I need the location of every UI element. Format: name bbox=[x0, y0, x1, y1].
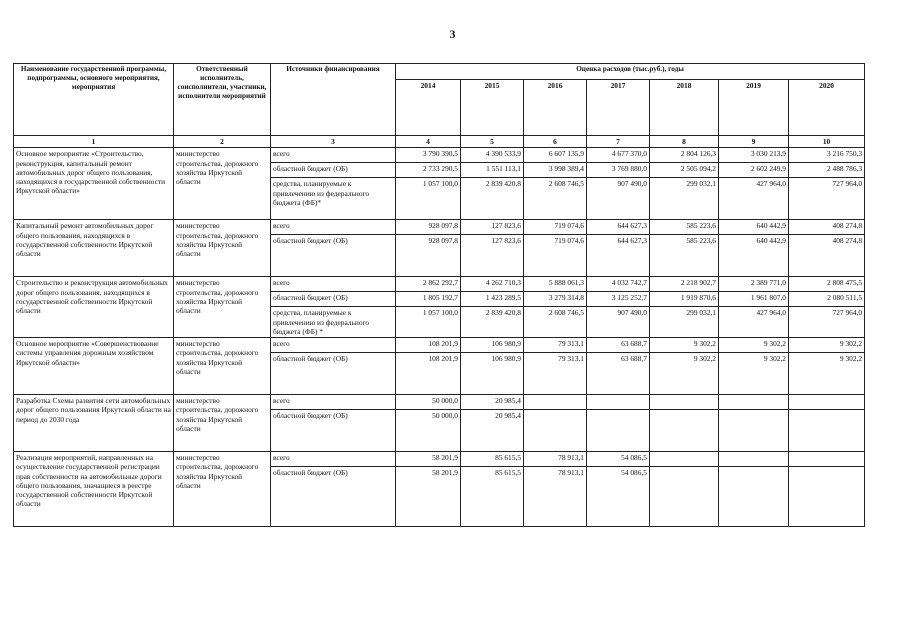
value-cell bbox=[650, 452, 719, 467]
value-cell: 2 608 746,5 bbox=[524, 307, 587, 338]
value-cell: 408 274,8 bbox=[789, 220, 865, 235]
value-cell: 9 302,2 bbox=[650, 353, 719, 395]
funding-source: всего bbox=[271, 338, 396, 353]
value-cell: 20 985,4 bbox=[461, 410, 524, 452]
table-row bbox=[14, 220, 865, 235]
value-cell: 1 919 870,6 bbox=[650, 292, 719, 307]
value-cell: 928 097,8 bbox=[396, 220, 461, 235]
funding-source: областной бюджет (ОБ) bbox=[271, 235, 396, 277]
header-year: 2016 bbox=[524, 80, 587, 136]
value-cell: 1 057 100,0 bbox=[396, 307, 461, 338]
value-cell: 78 913,1 bbox=[524, 467, 587, 527]
responsible-executor: министерство строительства, дорожного хозяйства Иркутской области bbox=[174, 148, 271, 220]
table-row bbox=[14, 148, 865, 163]
value-cell: 5 888 061,3 bbox=[524, 277, 587, 292]
value-cell: 1 961 807,0 bbox=[719, 292, 789, 307]
header-responsible: Ответственный исполнитель, соисполнители, участники, исполнители мероприятий bbox=[174, 64, 271, 136]
value-cell: 427 964,0 bbox=[719, 178, 789, 220]
value-cell: 106 980,9 bbox=[461, 353, 524, 395]
funding-source: всего bbox=[271, 395, 396, 410]
value-cell: 50 000,0 bbox=[396, 410, 461, 452]
value-cell: 63 688,7 bbox=[587, 338, 650, 353]
value-cell: 4 390 533,9 bbox=[461, 148, 524, 163]
value-cell: 54 086,5 bbox=[587, 467, 650, 527]
value-cell: 127 823,6 bbox=[461, 220, 524, 235]
responsible-executor: министерство строительства, дорожного хозяйства Иркутской области bbox=[174, 452, 271, 527]
value-cell: 644 627,3 bbox=[587, 235, 650, 277]
activity-name: Строительство и реконструкция автомобильных дорог общего пользования, находящихся в государственной собственности Иркутской области bbox=[14, 277, 174, 338]
value-cell bbox=[789, 467, 865, 527]
value-cell bbox=[587, 410, 650, 452]
value-cell: 2 602 249,9 bbox=[719, 163, 789, 178]
value-cell: 4 032 742,7 bbox=[587, 277, 650, 292]
value-cell: 727 964,0 bbox=[789, 178, 865, 220]
value-cell bbox=[719, 395, 789, 410]
value-cell: 9 302,2 bbox=[719, 353, 789, 395]
value-cell: 3 216 750,3 bbox=[789, 148, 865, 163]
column-number: 8 bbox=[650, 136, 719, 148]
header-year: 2018 bbox=[650, 80, 719, 136]
value-cell: 9 302,2 bbox=[789, 353, 865, 395]
column-number: 3 bbox=[271, 136, 396, 148]
value-cell: 2 808 475,5 bbox=[789, 277, 865, 292]
value-cell: 50 000,0 bbox=[396, 395, 461, 410]
value-cell: 3 998 389,4 bbox=[524, 163, 587, 178]
value-cell: 58 201,9 bbox=[396, 452, 461, 467]
header-estimate: Оценка расходов (тыс.руб.), годы bbox=[396, 64, 865, 80]
value-cell: 2 218 902,7 bbox=[650, 277, 719, 292]
table-row bbox=[14, 452, 865, 467]
value-cell bbox=[650, 395, 719, 410]
value-cell bbox=[719, 452, 789, 467]
value-cell: 719 074,6 bbox=[524, 235, 587, 277]
header-name: Наименование государственной программы, подпрограммы, основного мероприятия, мероприятия bbox=[14, 64, 174, 136]
value-cell bbox=[524, 395, 587, 410]
value-cell: 719 074,6 bbox=[524, 220, 587, 235]
value-cell: 907 490,0 bbox=[587, 307, 650, 338]
value-cell: 106 980,9 bbox=[461, 338, 524, 353]
value-cell: 2 080 511,5 bbox=[789, 292, 865, 307]
funding-source: всего bbox=[271, 277, 396, 292]
table-header bbox=[14, 64, 865, 148]
funding-source: областной бюджет (ОБ) bbox=[271, 410, 396, 452]
funding-source: средства, планируемые к привлечению из федерального бюджета (ФБ)* bbox=[271, 178, 396, 220]
value-cell bbox=[719, 467, 789, 527]
header-year: 2014 bbox=[396, 80, 461, 136]
column-number: 9 bbox=[719, 136, 789, 148]
funding-source: областной бюджет (ОБ) bbox=[271, 163, 396, 178]
activity-name: Капитальный ремонт автомобильных дорог общего пользования, находящихся в государственной собственности Иркутской области bbox=[14, 220, 174, 277]
value-cell bbox=[789, 410, 865, 452]
activity-name: Основное мероприятие «Строительство, реконструкция, капитальный ремонт автомобильных дорог общего пользования, находящихся в государственной собственности Иркутской области» bbox=[14, 148, 174, 220]
value-cell: 299 032,1 bbox=[650, 307, 719, 338]
funding-source: всего bbox=[271, 452, 396, 467]
activity-name: Разработка Схемы развития сети автомобильных дорог общего пользования Иркутской области на период до 2030 года bbox=[14, 395, 174, 452]
header-year: 2015 bbox=[461, 80, 524, 136]
value-cell: 3 790 390,5 bbox=[396, 148, 461, 163]
table-row bbox=[14, 277, 865, 292]
column-number: 10 bbox=[789, 136, 865, 148]
value-cell: 907 490,0 bbox=[587, 178, 650, 220]
column-number-row bbox=[14, 136, 865, 148]
column-number: 7 bbox=[587, 136, 650, 148]
responsible-executor: министерство строительства, дорожного хозяйства Иркутской области bbox=[174, 338, 271, 395]
funding-source: областной бюджет (ОБ) bbox=[271, 467, 396, 527]
value-cell: 408 274,8 bbox=[789, 235, 865, 277]
value-cell: 58 201,9 bbox=[396, 467, 461, 527]
value-cell: 2 804 126,3 bbox=[650, 148, 719, 163]
value-cell: 20 985,4 bbox=[461, 395, 524, 410]
value-cell: 6 607 135,9 bbox=[524, 148, 587, 163]
funding-source: областной бюджет (ОБ) bbox=[271, 353, 396, 395]
value-cell: 54 086,5 bbox=[587, 452, 650, 467]
activity-name: Основное мероприятие «Совершенствование системы управления дорожным хозяйством Иркутской области» bbox=[14, 338, 174, 395]
column-number: 2 bbox=[174, 136, 271, 148]
value-cell: 299 032,1 bbox=[650, 178, 719, 220]
value-cell: 85 615,5 bbox=[461, 467, 524, 527]
activity-name: Реализация мероприятий, направленных на осуществление государственной регистрации прав собственности на автомобильные дороги общего пользования, значащиеся в реестре государственной собственности Иркутской области bbox=[14, 452, 174, 527]
value-cell: 4 262 710,3 bbox=[461, 277, 524, 292]
header-year: 2017 bbox=[587, 80, 650, 136]
value-cell: 727 964,0 bbox=[789, 307, 865, 338]
value-cell: 79 313,1 bbox=[524, 338, 587, 353]
funding-source: средства, планируемые к привлечению из федерального бюджета (ФБ) * bbox=[271, 307, 396, 338]
header-sources: Источники финансирования bbox=[271, 64, 396, 136]
value-cell: 1 805 192,7 bbox=[396, 292, 461, 307]
funding-source: всего bbox=[271, 148, 396, 163]
value-cell: 9 302,2 bbox=[789, 338, 865, 353]
value-cell: 640 442,9 bbox=[719, 235, 789, 277]
value-cell: 2 839 420,8 bbox=[461, 178, 524, 220]
value-cell: 2 839 420,8 bbox=[461, 307, 524, 338]
responsible-executor: министерство строительства, дорожного хозяйства Иркутской области bbox=[174, 395, 271, 452]
value-cell: 3 769 880,0 bbox=[587, 163, 650, 178]
value-cell: 1 551 113,1 bbox=[461, 163, 524, 178]
value-cell: 427 964,0 bbox=[719, 307, 789, 338]
header-year: 2019 bbox=[719, 80, 789, 136]
value-cell: 2 505 094,2 bbox=[650, 163, 719, 178]
value-cell: 2 389 771,0 bbox=[719, 277, 789, 292]
column-number: 1 bbox=[14, 136, 174, 148]
funding-source: областной бюджет (ОБ) bbox=[271, 292, 396, 307]
table-row bbox=[14, 338, 865, 353]
value-cell: 2 862 292,7 bbox=[396, 277, 461, 292]
value-cell: 3 125 252,7 bbox=[587, 292, 650, 307]
column-number: 4 bbox=[396, 136, 461, 148]
value-cell bbox=[789, 452, 865, 467]
funding-source: всего bbox=[271, 220, 396, 235]
value-cell: 928 097,8 bbox=[396, 235, 461, 277]
value-cell: 127 823,6 bbox=[461, 235, 524, 277]
value-cell: 640 442,9 bbox=[719, 220, 789, 235]
value-cell bbox=[650, 410, 719, 452]
value-cell: 85 615,5 bbox=[461, 452, 524, 467]
value-cell: 108 201,9 bbox=[396, 353, 461, 395]
responsible-executor: министерство строительства, дорожного хозяйства Иркутской области bbox=[174, 277, 271, 338]
column-number: 5 bbox=[461, 136, 524, 148]
value-cell: 3 279 314,8 bbox=[524, 292, 587, 307]
value-cell: 78 913,1 bbox=[524, 452, 587, 467]
value-cell: 585 223,6 bbox=[650, 235, 719, 277]
value-cell bbox=[650, 467, 719, 527]
page-number: 3 bbox=[449, 27, 456, 41]
column-number: 6 bbox=[524, 136, 587, 148]
value-cell: 79 313,1 bbox=[524, 353, 587, 395]
value-cell: 108 201,9 bbox=[396, 338, 461, 353]
value-cell bbox=[524, 410, 587, 452]
value-cell: 3 030 213,9 bbox=[719, 148, 789, 163]
table-body bbox=[14, 148, 865, 527]
value-cell: 63 688,7 bbox=[587, 353, 650, 395]
header-year: 2020 bbox=[789, 80, 865, 136]
value-cell: 585 223,6 bbox=[650, 220, 719, 235]
value-cell: 2 488 786,3 bbox=[789, 163, 865, 178]
value-cell: 9 302,2 bbox=[650, 338, 719, 353]
value-cell bbox=[587, 395, 650, 410]
value-cell bbox=[719, 410, 789, 452]
table-row bbox=[14, 395, 865, 410]
value-cell: 2 608 746,5 bbox=[524, 178, 587, 220]
value-cell: 1 423 289,5 bbox=[461, 292, 524, 307]
value-cell: 2 733 290,5 bbox=[396, 163, 461, 178]
value-cell: 644 627,3 bbox=[587, 220, 650, 235]
value-cell: 4 677 370,0 bbox=[587, 148, 650, 163]
value-cell: 9 302,2 bbox=[719, 338, 789, 353]
budget-table bbox=[13, 63, 865, 527]
responsible-executor: министерство строительства, дорожного хозяйства Иркутской области bbox=[174, 220, 271, 277]
value-cell: 1 057 100,0 bbox=[396, 178, 461, 220]
value-cell bbox=[789, 395, 865, 410]
